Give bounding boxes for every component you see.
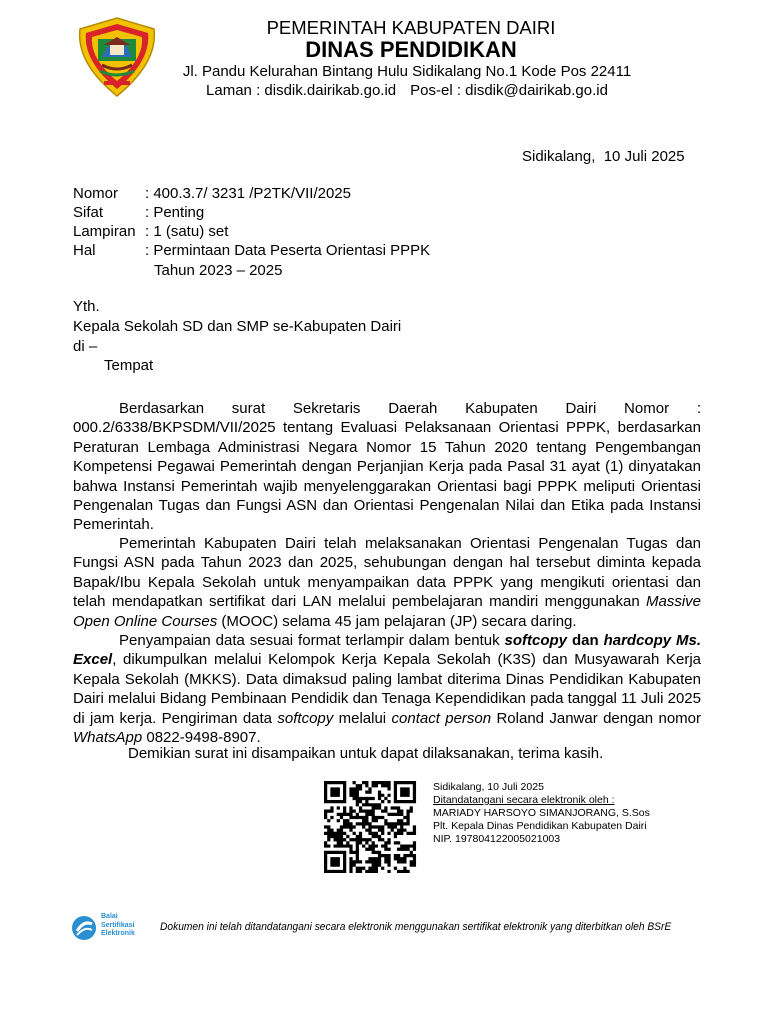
- email-link[interactable]: Pos-el : disdik@dairikab.go.id: [410, 82, 608, 99]
- paragraph-text: Berdasarkan surat Sekretaris Daerah Kabupaten Dairi Nomor : 000.2/6338/BKPSDM/VII/2025 tentang Evaluasi Pelaksanaan Orientasi PPPK, berdasarkan Peraturan Lembaga Administrasi Negara Nomor 15 Tahun 2020 tentang Pengembangan Kompetensi Pegawai Pemerintah dengan Perjanjian Kerja pada Pasal 31 ayat (1) dinyatakan bahwa Instansi Pemerintah wajib menyelenggarakan Orientasi bagi PPPK meliputi Orientasi Pengenalan Tugas dan Fungsi ASN dan Orientasi Pengenalan Nilai dan Etika pada Instansi Pemerintah.: [73, 400, 701, 534]
- recipient-place: Tempat: [104, 357, 154, 374]
- recipient-salutation: Yth.: [73, 298, 100, 315]
- bsre-logo-text: Balai: [101, 913, 118, 920]
- website-link[interactable]: Laman : disdik.dairikab.go.id: [206, 82, 397, 99]
- mooc-term: Massive Open Online Courses: [73, 593, 701, 630]
- softcopy-term-2: softcopy: [277, 709, 334, 727]
- paragraph-text: , dikumpulkan melalui Kelompok Kerja Kepala Sekolah (K3S) dan Musyawarah Kerja Kepala Sekolah (MKKS). Data dimaksud paling lambat diterima Dinas Pendidikan Kabupaten Dairi melalui Bidang Pembinaan Pendidik dan Tenaga Kependidikan pada tanggal 11 Juli 2025 di jam kerja. Pengiriman data: [73, 651, 701, 727]
- paragraph-text: (MOOC) selama 45 jam pelajaran (JP) secara daring.: [217, 612, 577, 630]
- recipient-name: Kepala Sekolah SD dan SMP se-Kabupaten Dairi: [73, 318, 402, 335]
- bsre-logo-text: Sertifikasi: [101, 921, 135, 929]
- paragraph-text: 0822-9498-8907.: [142, 729, 261, 747]
- meta-key: Lampiran: [73, 223, 136, 240]
- bsre-logo-text: Elektronik: [101, 930, 135, 937]
- whatsapp-term: WhatsApp: [73, 729, 143, 747]
- bsre-logo: [70, 912, 150, 944]
- paragraph-text: Penyampaian data sesuai format terlampir dalam bentuk: [119, 632, 505, 649]
- government-name: PEMERINTAH KABUPATEN DAIRI: [266, 17, 556, 38]
- softcopy-term: softcopy: [504, 632, 568, 649]
- paragraph-text: Pemerintah Kabupaten Dairi telah melaksanakan Orientasi Pengenalan Tugas dan Fungsi ASN pada Tahun 2023 dan 2025, sehubungan dengan hal tersebut diminta kepada Bapak/Ibu Kepala Sekolah untuk menyampaikan data PPPK yang mengikuti orientasi dan telah mendapatkan sertifikat dari LAN melalui pembelajaran mandiri menggunakan: [73, 535, 701, 611]
- signer-nip: NIP. 197804122005021003: [433, 833, 561, 845]
- place-date: Sidikalang, 10 Juli 2025: [522, 148, 685, 165]
- body-paragraph-2: [73, 534, 701, 631]
- paragraph-text: Roland Janwar dengan nomor: [491, 709, 701, 727]
- meta-key: Hal: [73, 242, 96, 259]
- footer-note: Dokumen ini telah ditandatangani secara elektronik menggunakan sertifikat elektronik yang diterbitkan oleh BSrE: [160, 921, 672, 933]
- signer-name: MARIADY HARSOYO SIMANJORANG, S.Sos: [433, 807, 650, 819]
- hardcopy-term: hardcopy Ms. Excel: [73, 632, 702, 669]
- signature-date: Sidikalang, 10 Juli 2025: [433, 781, 544, 793]
- body-paragraph-3: [73, 631, 701, 747]
- meta-key: Nomor: [73, 185, 119, 202]
- agency-name: DINAS PENDIDIKAN: [305, 37, 517, 62]
- meta-lampiran: [73, 222, 228, 241]
- recipient-di: di –: [73, 338, 98, 355]
- closing-sentence: Demikian surat ini disampaikan untuk dapat dilaksanakan, terima kasih.: [128, 745, 604, 762]
- meta-key: Sifat: [73, 204, 104, 221]
- meta-nomor: [73, 184, 351, 203]
- meta-value: : 1 (satu) set: [145, 223, 229, 240]
- contact-person-term: contact person: [391, 709, 492, 727]
- body-paragraph-1: [73, 399, 701, 535]
- paragraph-text: melalui: [333, 709, 392, 727]
- signer-position: Plt. Kepala Dinas Pendidikan Kabupaten Dairi: [433, 820, 647, 832]
- meta-sifat: [73, 203, 204, 222]
- meta-value: : Permintaan Data Peserta Orientasi PPPK: [145, 242, 431, 259]
- agency-contact: [0, 82, 768, 99]
- meta-hal: [73, 241, 430, 260]
- qr-modules: [324, 781, 416, 873]
- meta-value: : 400.3.7/ 3231 /P2TK/VII/2025: [145, 185, 351, 202]
- letterhead: [0, 0, 768, 110]
- and-word: dan: [567, 632, 604, 649]
- agency-address: Jl. Pandu Kelurahan Bintang Hulu Sidikalang No.1 Kode Pos 22411: [182, 63, 632, 80]
- bsre-logo-icon: [70, 914, 98, 942]
- qr-code-icon: [320, 781, 420, 873]
- meta-hal-continuation: Tahun 2023 – 2025: [154, 262, 283, 279]
- signature-note: Ditandatangani secara elektronik oleh :: [433, 794, 615, 806]
- meta-value: : Penting: [145, 204, 205, 221]
